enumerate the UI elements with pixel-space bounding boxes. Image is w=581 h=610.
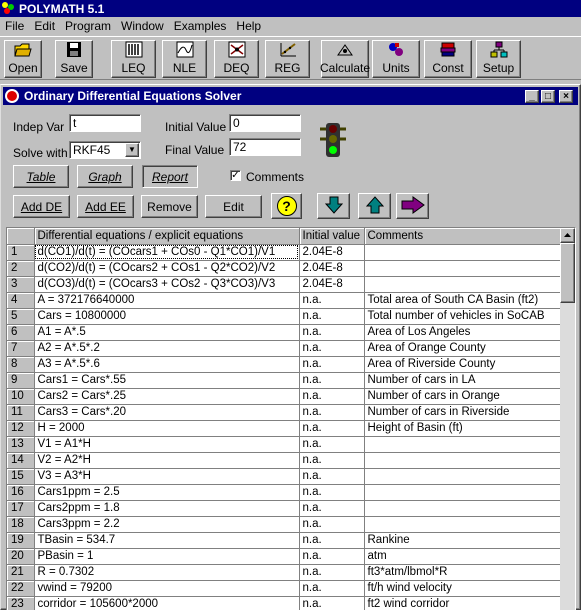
calculate-label: Calculate	[319, 61, 371, 75]
row-number: 15	[7, 468, 34, 484]
table-row[interactable]	[7, 324, 564, 340]
initial-value-cell[interactable]: n.a.	[299, 596, 364, 610]
comment-cell[interactable]	[364, 276, 564, 292]
menu-examples[interactable]: Examples	[173, 19, 227, 33]
scroll-up-arrow-icon[interactable]	[560, 228, 575, 243]
initial-value-cell[interactable]: n.a.	[299, 404, 364, 420]
initial-value-cell[interactable]: 2.04E-8	[299, 276, 364, 292]
comment-cell[interactable]	[364, 516, 564, 532]
table-row[interactable]	[7, 436, 564, 452]
open-label: Open	[8, 61, 38, 75]
solve-with-select[interactable]	[69, 141, 141, 159]
final-value-label: Final Value	[165, 143, 225, 157]
comment-cell[interactable]: Rankine	[364, 532, 564, 548]
row-number: 5	[7, 308, 34, 324]
table-row[interactable]	[7, 548, 564, 564]
nle-label: NLE	[172, 61, 197, 75]
table-row[interactable]	[7, 596, 564, 610]
initial-value-cell[interactable]: 2.04E-8	[299, 260, 364, 276]
add-de-button[interactable]: Add DE	[13, 195, 70, 218]
edit-button[interactable]: Edit	[205, 195, 262, 218]
initial-value-cell[interactable]: n.a.	[299, 532, 364, 548]
equation-cell[interactable]: Cars3ppm = 2.2	[34, 516, 299, 532]
folder-icon	[14, 41, 32, 58]
move-right-button[interactable]	[396, 193, 429, 219]
ode-window-title-bar	[3, 87, 578, 105]
initial-value-cell[interactable]: n.a.	[299, 356, 364, 372]
arrow-up-icon	[366, 196, 384, 217]
equation-cell[interactable]: Cars2ppm = 1.8	[34, 500, 299, 516]
initial-value-label: Initial Value	[165, 120, 227, 134]
table-header-row	[7, 228, 564, 244]
maximize-button[interactable]: □	[541, 90, 555, 103]
table-row[interactable]	[7, 308, 564, 324]
equation-cell[interactable]: V2 = A2*H	[34, 452, 299, 468]
reg-button[interactable]	[265, 40, 310, 78]
equation-cell[interactable]: d(CO2)/d(t) = (COcars2 + COs1 - Q2*CO2)/V2	[34, 260, 299, 276]
comment-cell[interactable]: Total number of vehicles in SoCAB	[364, 308, 564, 324]
equation-cell[interactable]: Cars1ppm = 2.5	[34, 484, 299, 500]
equation-cell[interactable]: Cars1 = Cars*.55	[34, 372, 299, 388]
comment-cell[interactable]: ft3*atm/lbmol*R	[364, 564, 564, 580]
row-number: 7	[7, 340, 34, 356]
equation-cell[interactable]: Cars3 = Cars*.20	[34, 404, 299, 420]
const-button[interactable]	[424, 40, 472, 78]
menu-file[interactable]: File	[5, 19, 25, 33]
row-number: 1	[7, 244, 34, 260]
initial-value-cell[interactable]: n.a.	[299, 372, 364, 388]
row-number: 12	[7, 420, 34, 436]
comment-cell[interactable]	[364, 436, 564, 452]
equation-cell[interactable]: A = 372176640000	[34, 292, 299, 308]
row-number: 18	[7, 516, 34, 532]
ode-solver-window	[0, 84, 581, 610]
comment-cell[interactable]	[364, 484, 564, 500]
row-number: 19	[7, 532, 34, 548]
table-row[interactable]	[7, 580, 564, 596]
table-row[interactable]	[7, 404, 564, 420]
setup-tree-icon	[490, 41, 508, 58]
row-number: 3	[7, 276, 34, 292]
equation-cell[interactable]: TBasin = 534.7	[34, 532, 299, 548]
calculate-button[interactable]	[321, 40, 369, 78]
comment-cell[interactable]: ft/h wind velocity	[364, 580, 564, 596]
menu-window[interactable]: Window	[121, 19, 164, 33]
ode-window-icon	[5, 89, 19, 103]
table-row[interactable]	[7, 356, 564, 372]
menu-edit[interactable]: Edit	[34, 19, 56, 33]
units-label: Units	[382, 61, 410, 75]
comment-cell[interactable]: Area of Los Angeles	[364, 324, 564, 340]
floppy-disk-icon	[65, 41, 83, 58]
comment-cell[interactable]: ft2 wind corridor	[364, 596, 564, 610]
table-row[interactable]	[7, 292, 564, 308]
add-ee-button[interactable]: Add EE	[77, 195, 134, 218]
comment-cell[interactable]: Number of cars in Orange	[364, 388, 564, 404]
table-row[interactable]	[7, 500, 564, 516]
table-row[interactable]	[7, 532, 564, 548]
equation-cell[interactable]: R = 0.7302	[34, 564, 299, 580]
table-row[interactable]	[7, 388, 564, 404]
comment-cell[interactable]: Total area of South CA Basin (ft2)	[364, 292, 564, 308]
comment-cell[interactable]: Area of Orange County	[364, 340, 564, 356]
report-button[interactable]: Report	[142, 165, 198, 188]
equation-cell[interactable]: A3 = A*.5*.6	[34, 356, 299, 372]
equation-cell[interactable]: d(CO1)/d(t) = (COcars1 + COs0 - Q1*CO1)/V1	[34, 244, 299, 260]
regression-icon	[279, 41, 297, 58]
minimize-button[interactable]: _	[525, 90, 539, 103]
table-row[interactable]	[7, 420, 564, 436]
equation-cell[interactable]: Cars2 = Cars*.25	[34, 388, 299, 404]
table-row[interactable]	[7, 484, 564, 500]
row-number: 16	[7, 484, 34, 500]
indep-var-input[interactable]: t	[69, 114, 141, 132]
initial-value-cell[interactable]: n.a.	[299, 548, 364, 564]
indep-var-label: Indep Var	[13, 120, 65, 134]
row-number: 13	[7, 436, 34, 452]
comments-checkbox[interactable]: ✓	[231, 170, 240, 181]
save-button[interactable]	[55, 40, 93, 78]
initial-value-cell[interactable]: n.a.	[299, 324, 364, 340]
remove-button[interactable]: Remove	[141, 195, 198, 218]
initial-value-cell[interactable]: n.a.	[299, 516, 364, 532]
leq-button[interactable]	[111, 40, 156, 78]
setup-label: Setup	[482, 61, 515, 75]
row-number: 6	[7, 324, 34, 340]
equation-cell[interactable]: d(CO3)/d(t) = (COcars3 + COs2 - Q3*CO3)/V3	[34, 276, 299, 292]
initial-value-cell[interactable]: n.a.	[299, 452, 364, 468]
setup-button[interactable]	[476, 40, 521, 78]
equation-cell[interactable]: H = 2000	[34, 420, 299, 436]
comment-cell[interactable]: Area of Riverside County	[364, 356, 564, 372]
table-row[interactable]	[7, 516, 564, 532]
initial-value-input[interactable]: 0	[229, 114, 301, 132]
move-down-button[interactable]	[317, 193, 350, 219]
row-number: 10	[7, 388, 34, 404]
equation-cell[interactable]: PBasin = 1	[34, 548, 299, 564]
comments-label: Comments	[246, 170, 305, 184]
initial-value-cell[interactable]: n.a.	[299, 420, 364, 436]
equation-cell[interactable]: V1 = A1*H	[34, 436, 299, 452]
arrow-right-icon	[401, 196, 425, 217]
row-number: 23	[7, 596, 34, 610]
app-title: POLYMATH 5.1	[19, 1, 105, 16]
solve-with-label: Solve with	[13, 146, 68, 160]
initial-value-cell[interactable]: n.a.	[299, 308, 364, 324]
row-number: 4	[7, 292, 34, 308]
calculate-icon	[336, 41, 354, 58]
initial-value-cell[interactable]: n.a.	[299, 388, 364, 404]
initial-value-cell[interactable]: n.a.	[299, 580, 364, 596]
initial-value-cell[interactable]: n.a.	[299, 564, 364, 580]
table-button[interactable]: Table	[13, 165, 69, 188]
table-row[interactable]	[7, 564, 564, 580]
const-label: Const	[432, 61, 464, 75]
final-value-input[interactable]: 72	[229, 138, 301, 156]
reg-label: REG	[274, 61, 301, 75]
row-number: 2	[7, 260, 34, 276]
units-button[interactable]	[372, 40, 420, 78]
initial-value-cell[interactable]: 2.04E-8	[299, 244, 364, 260]
table-row[interactable]	[7, 244, 564, 260]
traffic-light-icon	[319, 123, 347, 157]
equations-table	[7, 228, 565, 610]
close-button[interactable]: ×	[559, 90, 573, 103]
comment-cell[interactable]: Number of cars in Riverside	[364, 404, 564, 420]
units-icon	[387, 41, 405, 58]
graph-button[interactable]: Graph	[77, 165, 133, 188]
deq-button[interactable]	[214, 40, 259, 78]
initial-value-cell[interactable]: n.a.	[299, 340, 364, 356]
book-stack-icon	[439, 41, 457, 58]
differential-icon	[228, 41, 246, 58]
save-label: Save	[60, 61, 88, 75]
scroll-thumb[interactable]	[560, 243, 575, 303]
row-number: 20	[7, 548, 34, 564]
menu-program[interactable]: Program	[65, 19, 112, 33]
row-number: 11	[7, 404, 34, 420]
toolbar	[0, 36, 581, 80]
equation-cell[interactable]: V3 = A3*H	[34, 468, 299, 484]
graph-curve-icon	[176, 41, 194, 58]
initial-value-cell[interactable]: n.a.	[299, 292, 364, 308]
table-row[interactable]	[7, 468, 564, 484]
table-row[interactable]	[7, 372, 564, 388]
help-question-icon: ?	[277, 196, 297, 216]
app-title-bar	[0, 0, 581, 17]
initial-value-header: Initial value	[299, 228, 364, 244]
matrix-icon	[125, 41, 143, 58]
dropdown-arrow-icon[interactable]: ▼	[125, 143, 139, 157]
ode-window-title: Ordinary Differential Equations Solver	[24, 89, 242, 103]
arrow-down-icon	[325, 196, 343, 217]
comment-cell[interactable]	[364, 468, 564, 484]
comment-cell[interactable]: Height of Basin (ft)	[364, 420, 564, 436]
vertical-scrollbar[interactable]	[560, 228, 575, 610]
equation-cell[interactable]: Cars = 10800000	[34, 308, 299, 324]
comment-cell[interactable]	[364, 260, 564, 276]
row-number: 9	[7, 372, 34, 388]
menu-help[interactable]: Help	[236, 19, 262, 33]
row-number-header	[7, 228, 34, 244]
row-number: 14	[7, 452, 34, 468]
comment-cell[interactable]: atm	[364, 548, 564, 564]
menu-bar	[0, 17, 581, 36]
solve-with-value: RKF45	[73, 143, 111, 157]
row-number: 17	[7, 500, 34, 516]
leq-label: LEQ	[121, 61, 146, 75]
nle-button[interactable]	[162, 40, 207, 78]
equations-header: Differential equations / explicit equations	[34, 228, 299, 244]
initial-value-cell[interactable]: n.a.	[299, 436, 364, 452]
help-button[interactable]	[271, 193, 302, 219]
table-row[interactable]	[7, 276, 564, 292]
equation-cell[interactable]: A2 = A*.5*.2	[34, 340, 299, 356]
table-row[interactable]	[7, 260, 564, 276]
equations-grid	[6, 227, 576, 610]
comment-cell[interactable]: Number of cars in LA	[364, 372, 564, 388]
equations-table-body	[7, 244, 564, 610]
row-number: 21	[7, 564, 34, 580]
polymath-app-icon	[2, 2, 15, 15]
table-row[interactable]	[7, 340, 564, 356]
comment-cell[interactable]	[364, 500, 564, 516]
open-button[interactable]	[4, 40, 42, 78]
comment-cell[interactable]	[364, 452, 564, 468]
initial-value-cell[interactable]: n.a.	[299, 484, 364, 500]
equation-cell[interactable]: A1 = A*.5	[34, 324, 299, 340]
move-up-button[interactable]	[358, 193, 391, 219]
row-number: 8	[7, 356, 34, 372]
equation-cell[interactable]: corridor = 105600*2000	[34, 596, 299, 610]
initial-value-cell[interactable]: n.a.	[299, 468, 364, 484]
deq-label: DEQ	[223, 61, 250, 75]
initial-value-cell[interactable]: n.a.	[299, 500, 364, 516]
table-row[interactable]	[7, 452, 564, 468]
row-number: 22	[7, 580, 34, 596]
comment-cell[interactable]	[364, 244, 564, 260]
comments-header: Comments	[364, 228, 564, 244]
equation-cell[interactable]: vwind = 79200	[34, 580, 299, 596]
